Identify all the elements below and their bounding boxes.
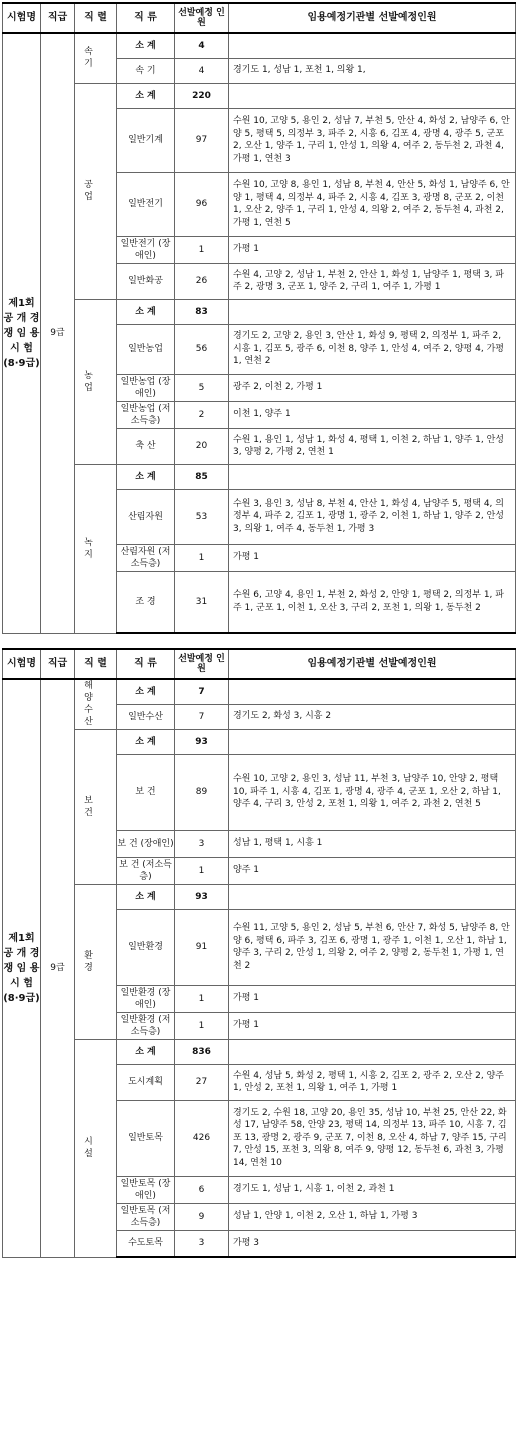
count-cell: 93 [175,729,229,754]
subtotal-row [3,464,516,489]
job-cell: 축 산 [117,428,175,464]
job-cell: 소 계 [117,299,175,324]
distribution-cell: 가평 1 [229,985,516,1012]
distribution-cell: 이천 1, 양주 1 [229,401,516,428]
job-cell: 소 계 [117,33,175,58]
job-cell: 일반농업 (저소득층) [117,401,175,428]
distribution-cell: 경기도 2, 화성 3, 시흥 2 [229,704,516,729]
distribution-cell: 경기도 1, 성남 1, 포천 1, 의왕 1, [229,58,516,83]
job-cell: 일반전기 [117,172,175,236]
job-cell: 산림자원 [117,489,175,544]
header-row [3,3,516,33]
job-cell: 소 계 [117,884,175,909]
distribution-cell [229,464,516,489]
count-cell: 7 [175,679,229,704]
job-cell: 일반농업 [117,324,175,374]
distribution-cell: 성남 1, 평택 1, 시흥 1 [229,830,516,857]
job-cell: 일반환경 [117,909,175,985]
distribution-cell: 경기도 2, 수원 18, 고양 20, 용인 35, 성남 10, 부천 25, 안산 22, 화성 17, 남양주 58, 안양 23, 평택 14, 의정부 13, 파주 10, 시흥 7, 김포 13, 광명 2, 광주 9, 군포 7, 이천 8, 오산 4, 하남 7, 양주 15, 구리 7, 안성 15, 포천 3, 의왕 8, 여주 9, 양평 12, 동두천 6, 과천 3, 가평 14, 연천 10 [229,1100,516,1176]
job-cell: 일반토목 (장애인) [117,1176,175,1203]
recruitment-table-1 [2,2,516,634]
count-cell: 7 [175,704,229,729]
distribution-cell: 양주 1 [229,857,516,884]
distribution-cell: 가평 3 [229,1230,516,1257]
count-cell: 3 [175,1230,229,1257]
job-cell: 수도토목 [117,1230,175,1257]
count-cell: 1 [175,544,229,571]
count-cell: 3 [175,830,229,857]
count-cell: 27 [175,1064,229,1100]
distribution-cell: 수원 4, 성남 5, 화성 2, 평택 1, 시흥 2, 김포 2, 광주 2, 오산 2, 양주 1, 안성 2, 포천 1, 의왕 1, 여주 1, 가평 1 [229,1064,516,1100]
job-cell: 소 계 [117,83,175,108]
exam-name-cell: 제1회 공 개 경 쟁 임 용 시 험 (8·9급) [3,33,41,633]
header-grade: 직급 [41,3,75,33]
distribution-cell: 수원 6, 고양 4, 용인 1, 부천 2, 화성 2, 안양 1, 평택 2, 의정부 1, 파주 1, 군포 1, 이천 1, 오산 3, 구리 2, 포천 1, 의왕 1, 동두천 2 [229,571,516,633]
job-cell: 소 계 [117,1039,175,1064]
count-cell: 426 [175,1100,229,1176]
distribution-cell [229,679,516,704]
distribution-cell: 경기도 2, 고양 2, 용인 3, 안산 1, 화성 9, 평택 2, 의정부 1, 파주 2, 시흥 1, 김포 5, 광주 6, 이천 8, 양주 1, 안성 4, 여주 2, 양평 4, 가평 1, 연천 2 [229,324,516,374]
count-cell: 85 [175,464,229,489]
header-grade: 직급 [41,649,75,679]
job-group-cell: 보 건 [75,729,117,884]
subtotal-row [3,884,516,909]
distribution-cell [229,729,516,754]
subtotal-row [3,299,516,324]
job-cell: 일반화공 [117,263,175,299]
job-cell: 일반토목 (저소득층) [117,1203,175,1230]
job-cell: 보 건 [117,754,175,830]
count-cell: 5 [175,374,229,401]
distribution-cell [229,1039,516,1064]
distribution-cell: 성남 1, 안양 1, 이천 2, 오산 1, 하남 1, 가평 3 [229,1203,516,1230]
header-count: 선발예정 인 원 [175,649,229,679]
job-cell: 소 계 [117,729,175,754]
subtotal-row [3,33,516,58]
job-cell: 일반환경 (저소득층) [117,1012,175,1039]
distribution-cell [229,884,516,909]
count-cell: 96 [175,172,229,236]
distribution-cell: 광주 2, 이천 2, 가평 1 [229,374,516,401]
header-job: 직 류 [117,3,175,33]
count-cell: 1 [175,1012,229,1039]
count-cell: 53 [175,489,229,544]
count-cell: 6 [175,1176,229,1203]
count-cell: 56 [175,324,229,374]
header-dist: 임용예정기관별 선발예정인원 [229,649,516,679]
count-cell: 26 [175,263,229,299]
job-cell: 일반수산 [117,704,175,729]
count-cell: 836 [175,1039,229,1064]
subtotal-row [3,729,516,754]
distribution-cell: 가평 1 [229,236,516,263]
job-group-cell: 속 기 [75,33,117,83]
count-cell: 93 [175,884,229,909]
header-dist: 임용예정기관별 선발예정인원 [229,3,516,33]
job-cell: 산림자원 (저소득층) [117,544,175,571]
recruitment-table-2 [2,648,516,1258]
grade-cell: 9급 [41,33,75,633]
distribution-cell: 수원 10, 고양 8, 용인 1, 성남 8, 부천 4, 안산 5, 화성 1, 남양주 6, 안양 1, 평택 4, 의정부 4, 파주 2, 시흥 4, 김포 3, 광명 8, 군포 2, 이천 1, 오산 2, 양주 1, 구리 1, 안성 4, 의왕 2, 여주 2, 동두천 4, 과천 2, 가평 1, 연천 5 [229,172,516,236]
distribution-cell: 수원 1, 용인 1, 성남 1, 화성 4, 평택 1, 이천 2, 하남 1, 양주 1, 안성 3, 양평 2, 가평 2, 연천 1 [229,428,516,464]
job-cell: 소 계 [117,679,175,704]
count-cell: 31 [175,571,229,633]
job-cell: 보 건 (장애인) [117,830,175,857]
job-cell: 보 건 (저소득층) [117,857,175,884]
header-row [3,649,516,679]
job-group-cell: 시 설 [75,1039,117,1257]
count-cell: 1 [175,236,229,263]
job-cell: 일반기계 [117,108,175,172]
distribution-cell: 가평 1 [229,1012,516,1039]
job-cell: 조 경 [117,571,175,633]
header-exam: 시험명 [3,3,41,33]
distribution-cell: 수원 4, 고양 2, 성남 1, 부천 2, 안산 1, 화성 1, 남양주 1, 평택 3, 파주 2, 광명 3, 군포 1, 양주 2, 구리 1, 여주 1, 가평 1 [229,263,516,299]
job-cell: 일반토목 [117,1100,175,1176]
count-cell: 83 [175,299,229,324]
subtotal-row [3,679,516,704]
count-cell: 97 [175,108,229,172]
count-cell: 20 [175,428,229,464]
count-cell: 1 [175,985,229,1012]
job-group-cell: 해양수산 [75,679,117,729]
job-cell: 도시계획 [117,1064,175,1100]
count-cell: 91 [175,909,229,985]
distribution-cell [229,83,516,108]
header-count: 선발예정 인 원 [175,3,229,33]
grade-cell: 9급 [41,679,75,1257]
distribution-cell [229,33,516,58]
exam-name-cell: 제1회 공 개 경 쟁 임 용 시 험 (8·9급) [3,679,41,1257]
job-group-cell: 환 경 [75,884,117,1039]
header-group: 직 렬 [75,649,117,679]
count-cell: 220 [175,83,229,108]
header-group: 직 렬 [75,3,117,33]
count-cell: 89 [175,754,229,830]
distribution-cell: 수원 10, 고양 5, 용인 2, 성남 7, 부천 5, 안산 4, 화성 2, 남양주 6, 안양 5, 평택 5, 의정부 3, 파주 2, 시흥 6, 김포 4, 광명 4, 광주 5, 군포 2, 오산 1, 양주 1, 구리 1, 안성 1, 의왕 4, 여주 2, 동두천 2, 과천 4, 가평 1, 연천 3 [229,108,516,172]
distribution-cell: 가평 1 [229,544,516,571]
header-job: 직 류 [117,649,175,679]
count-cell: 4 [175,33,229,58]
job-cell: 일반전기 (장애인) [117,236,175,263]
count-cell: 2 [175,401,229,428]
job-cell: 일반환경 (장애인) [117,985,175,1012]
distribution-cell [229,299,516,324]
subtotal-row [3,83,516,108]
distribution-cell: 수원 11, 고양 5, 용인 2, 성남 5, 부천 6, 안산 7, 화성 5, 남양주 8, 안양 6, 평택 6, 파주 3, 김포 6, 광명 1, 광주 1, 이천 1, 오산 1, 하남 1, 양주 3, 구리 2, 안성 1, 의왕 2, 여주 2, 양평 2, 동두천 1, 가평 1, 연천 2 [229,909,516,985]
distribution-cell: 경기도 1, 성남 1, 시흥 1, 이천 2, 과천 1 [229,1176,516,1203]
count-cell: 9 [175,1203,229,1230]
count-cell: 4 [175,58,229,83]
header-exam: 시험명 [3,649,41,679]
job-group-cell: 공 업 [75,83,117,299]
subtotal-row [3,1039,516,1064]
distribution-cell: 수원 3, 용인 3, 성남 8, 부천 4, 안산 1, 화성 4, 남양주 5, 평택 4, 의정부 4, 파주 2, 김포 1, 광명 1, 광주 2, 이천 1, 하남 1, 양주 2, 안성 3, 의왕 1, 여주 4, 동두천 1, 가평 3 [229,489,516,544]
job-cell: 일반농업 (장애인) [117,374,175,401]
job-cell: 속 기 [117,58,175,83]
count-cell: 1 [175,857,229,884]
job-group-cell: 녹 지 [75,464,117,633]
job-cell: 소 계 [117,464,175,489]
job-group-cell: 농 업 [75,299,117,464]
distribution-cell: 수원 10, 고양 2, 용인 3, 성남 11, 부천 3, 남양주 10, 안양 2, 평택 10, 파주 1, 시흥 4, 김포 1, 광명 4, 광주 4, 군포 1, 오산 2, 하남 1, 양주 4, 구리 3, 안성 2, 포천 1, 의왕 1, 여주 2, 과천 2, 연천 5 [229,754,516,830]
